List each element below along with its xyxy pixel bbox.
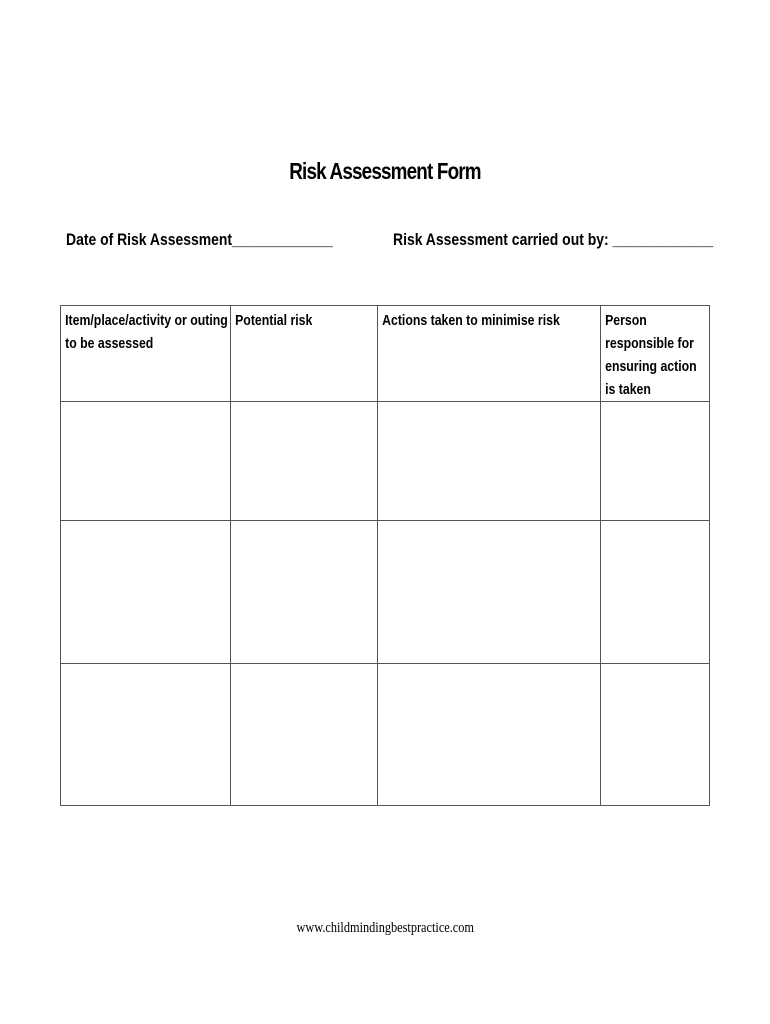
table-cell[interactable] — [61, 402, 231, 521]
table-cell[interactable] — [601, 521, 710, 664]
table-cell[interactable] — [601, 402, 710, 521]
table-cell[interactable] — [230, 521, 378, 664]
table-cell[interactable] — [601, 664, 710, 806]
table-cell[interactable] — [230, 664, 378, 806]
footer-url — [0, 920, 770, 937]
carried-out-by-field: Risk Assessment carried out by: _____________ — [393, 230, 714, 249]
table-row — [61, 402, 710, 521]
risk-assessment-table — [60, 305, 710, 806]
table-row — [61, 521, 710, 664]
column-header-person-responsible: Person responsible for ensuring action is taken — [601, 306, 710, 402]
date-of-assessment-field: Date of Risk Assessment_____________ — [66, 230, 333, 249]
table-cell[interactable] — [61, 664, 231, 806]
footer-url-text: www.childmindingbestpractice.com — [296, 920, 474, 936]
column-header-actions: Actions taken to minimise risk — [378, 306, 601, 402]
table-cell[interactable] — [378, 521, 601, 664]
table-cell[interactable] — [230, 402, 378, 521]
table-row — [61, 664, 710, 806]
column-header-potential-risk: Potential risk — [230, 306, 378, 402]
table-cell[interactable] — [378, 402, 601, 521]
table-cell[interactable] — [378, 664, 601, 806]
page-title: Risk Assessment Form — [289, 158, 481, 184]
column-header-item: Item/place/activity or outing to be assessed — [61, 306, 231, 402]
table-header-row — [61, 306, 710, 402]
table-cell[interactable] — [61, 521, 231, 664]
